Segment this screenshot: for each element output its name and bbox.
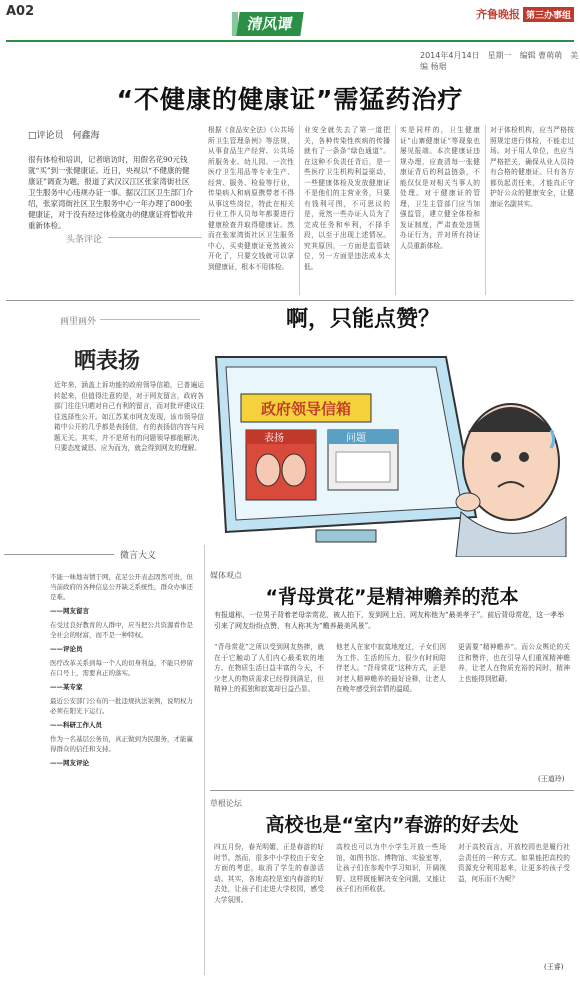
article2-column-2: 他老人在家中寂寞地度过，子女们因为工作、生活的压力，很少有时间陪伴老人。“背母赏花”这种方式，正是对老人精神赡养的最好诠释，让老人在晚年感受到亲情的温暖。	[336, 643, 446, 693]
logo-text: 齐鲁晚报	[475, 8, 520, 21]
page-number: A02	[6, 4, 35, 19]
comic-kicker-rule	[100, 319, 200, 320]
cartoon-illustration	[206, 302, 574, 557]
lead-column-2: 业安全就失去了第一道把关，各种传染性疾病的传播就有了一条条“绿色通道”。在这种不负责任背后，是一些医疗卫生机构利益驱动，一些健康体检及发放健康证不是他们的主营业务，只要有钱利可图，不可思议的是，竟然一些办证人员为了完成任务和牟利，不择手段，以至于出现上述情况。究其原因，一方面是监管缺位，另一方面是违法成本太低。	[304, 126, 390, 271]
section-divider	[210, 790, 574, 791]
lead-column-3: 实是同样的，卫生健康证“山寨健康证”等现象也屡见报端。本次健康证违规办理，应查清每一张健康证背后的利益链条，不能仅仅是对相关当事人的处理。对于健康证的管理，卫生主管部门应当加强监管，建立健全体检和发证制度，严肃查处违规办证行为，并对所有持证人员重新体检。	[400, 126, 480, 250]
logo-badge: 第三办事组	[523, 7, 574, 22]
sidebar-rule	[4, 554, 114, 555]
sidebar-quote: 不能一味地寄情于网，花足公开表态固然可贵，但当前政府的各种信息公开缺乏系统性，群众办事还是难。	[50, 573, 193, 601]
sidebar-source: ——网友评论	[50, 759, 89, 767]
lead-column-1: 根据《食品安全法》《公共场所卫生管理条例》等法规，从事食品生产经营、公共场所服务业、幼儿园、一次性医疗卫生用品等专业生产、经营、服务、检验等行业，传染病人和病原携带者不得从事这些岗位，特此在相关行业工作人员每年都要进行健康检查并取得健康证。然而在张家湾街社区卫生服务中心，买卖健康证竟然被公开化了，只要交钱就可以拿到健康证，根本不用体检。	[208, 126, 294, 271]
page-meta: 2014年4月14日 星期一 编辑 曹萌萌 美编 杨琚	[420, 51, 579, 71]
section-name: 清风谭	[236, 12, 303, 36]
lead-column-4: 对于体检机构，应当严格按照规定进行体检，不能走过场。对于用人单位，也应当严格把关，确保从业人员持有合格的健康证。只有各方都负起责任来，才能真正守护好公众的健康安全，让健康证名副其实。	[490, 126, 574, 208]
article3-column-3: 对于高校而言，开放校园也是履行社会责任的一种方式。如果能把高校的资源充分利用起来，让更多的孩子受益，何乐而不为呢？	[458, 843, 570, 883]
article2-lead: 有报道称，一位男子背着老母亲赏花，被人拍下，发到网上后，网友称他为“最美孝子”。前后背母赏花，这一孝举引来了网友纷纷点赞，有人称其为“赡养最美风景”。	[214, 611, 565, 630]
lead-paragraph: 很有体检和培训，记者暗访时，用假名花90元钱就“买”到一张健康证。近日，央视以“不健康的健康证”调查为题，报道了武汉汉江区张家湾街社区卫生服务中心违规办证一事。据汉江区卫生部门介绍，张家湾街社区卫生服务中心一年办理了800张健康证，对于没有经过体检就办的健康证将暂收并重新体检。	[28, 155, 193, 230]
sidebar-source: ——评论员	[50, 645, 83, 653]
kicker-rule	[108, 237, 202, 238]
header-rule	[6, 40, 574, 42]
article2-column-1: “背母赏花”之所以受到网友热捧，就在于它触动了人们内心最柔软的地方。在物质生活日益丰富的今天，不少老人的物质需求已经得到满足，但精神上的孤独和寂寞却日益凸显。	[214, 643, 324, 693]
article2-title: “背母赏花”是精神赡养的范本	[265, 586, 519, 608]
sidebar-title: 微言大义	[120, 551, 157, 561]
board-title-text: 政府领导信箱	[260, 401, 352, 418]
sidebar-source: ——某专家	[50, 683, 83, 691]
speech-bubble-text: 啊，只能点赞？	[286, 307, 441, 332]
tab-praise-text: 表扬	[264, 433, 284, 444]
article3-column-1: 四五月份，春光明媚，正是春游的好时节。然而，很多中小学校由于安全方面的考虑，取消了学生的春游活动。其实，各地高校是室内春游的好去处，让孩子们走进大学校园，感受大学氛围。	[214, 843, 324, 904]
sidebar-source: ——科研工作人员	[50, 721, 102, 729]
lead-headline: “不健康的健康证”需猛药治疗	[116, 85, 464, 114]
sidebar-body	[50, 572, 198, 972]
comic-kicker: 画里画外	[60, 317, 97, 327]
column-divider	[485, 125, 486, 295]
sidebar-quote: 最近公安部门公布的一批违规执法案例，说明权力必须在阳光下运行。	[50, 697, 193, 715]
column-divider	[299, 125, 300, 295]
sidebar-source: ——网友留言	[50, 607, 89, 615]
article3-column-2: 高校也可以为中小学生开放一些场馆，如图书馆、博物馆、实验室等，让孩子们在参观中学习知识，开阔视野。这样既能解决安全问题，又能让孩子们有所收获。	[336, 843, 446, 893]
sidebar-quote: 作为一名基层公务员，真正做到为民服务，才能赢得群众的信任和支持。	[50, 735, 193, 753]
article2-column-3: 更需要“精神赡养”。而公众舆论的关注和赞许，也在引导人们重视精神赡养，让老人在物质充裕的同时，精神上也能得到慰藉。	[458, 643, 570, 683]
article3-signature: (王睿)	[544, 963, 564, 971]
section-divider	[6, 300, 574, 301]
tab-problem-text: 问题	[346, 433, 366, 444]
sidebar-quote: 在受过良好教育的人群中，应当把公共资源看作是全社会的财富，而不是一种特权。	[50, 621, 193, 639]
sidebar-divider	[204, 545, 205, 975]
article3-title: 高校也是“室内”春游的好去处	[265, 814, 519, 836]
article2-label: 媒体观点	[210, 571, 242, 580]
article3-label: 草根论坛	[210, 799, 242, 808]
cartoon	[206, 302, 574, 557]
column-divider	[395, 125, 396, 295]
sidebar-quote: 医疗改革关系到每一个人的切身利益，不能只停留在口号上，需要真正的落实。	[50, 659, 193, 677]
lead-byline: □评论员 何鑫海	[28, 131, 100, 141]
comic-title: 晒表扬	[74, 349, 141, 374]
lead-kicker: 头条评论	[66, 235, 103, 245]
newspaper-logo	[476, 6, 574, 22]
comic-body: 近年来，涵盖上诉功能的政府领导信箱，已普遍运转起来，但值得注意的是，对于网友留言，政府各部门往往只晒对自己有利的留言，而对批评建议往往选择性公开。如江苏某市网友发现，该市领导信箱中公开的几乎都是表扬信，有的表扬信内容与问题无关。其实，并不是所有的问题领导都能解决，只要态度诚恳、应为而为，就会得到网友的理解。	[54, 381, 204, 452]
article2-signature: (王道玲)	[538, 775, 565, 783]
